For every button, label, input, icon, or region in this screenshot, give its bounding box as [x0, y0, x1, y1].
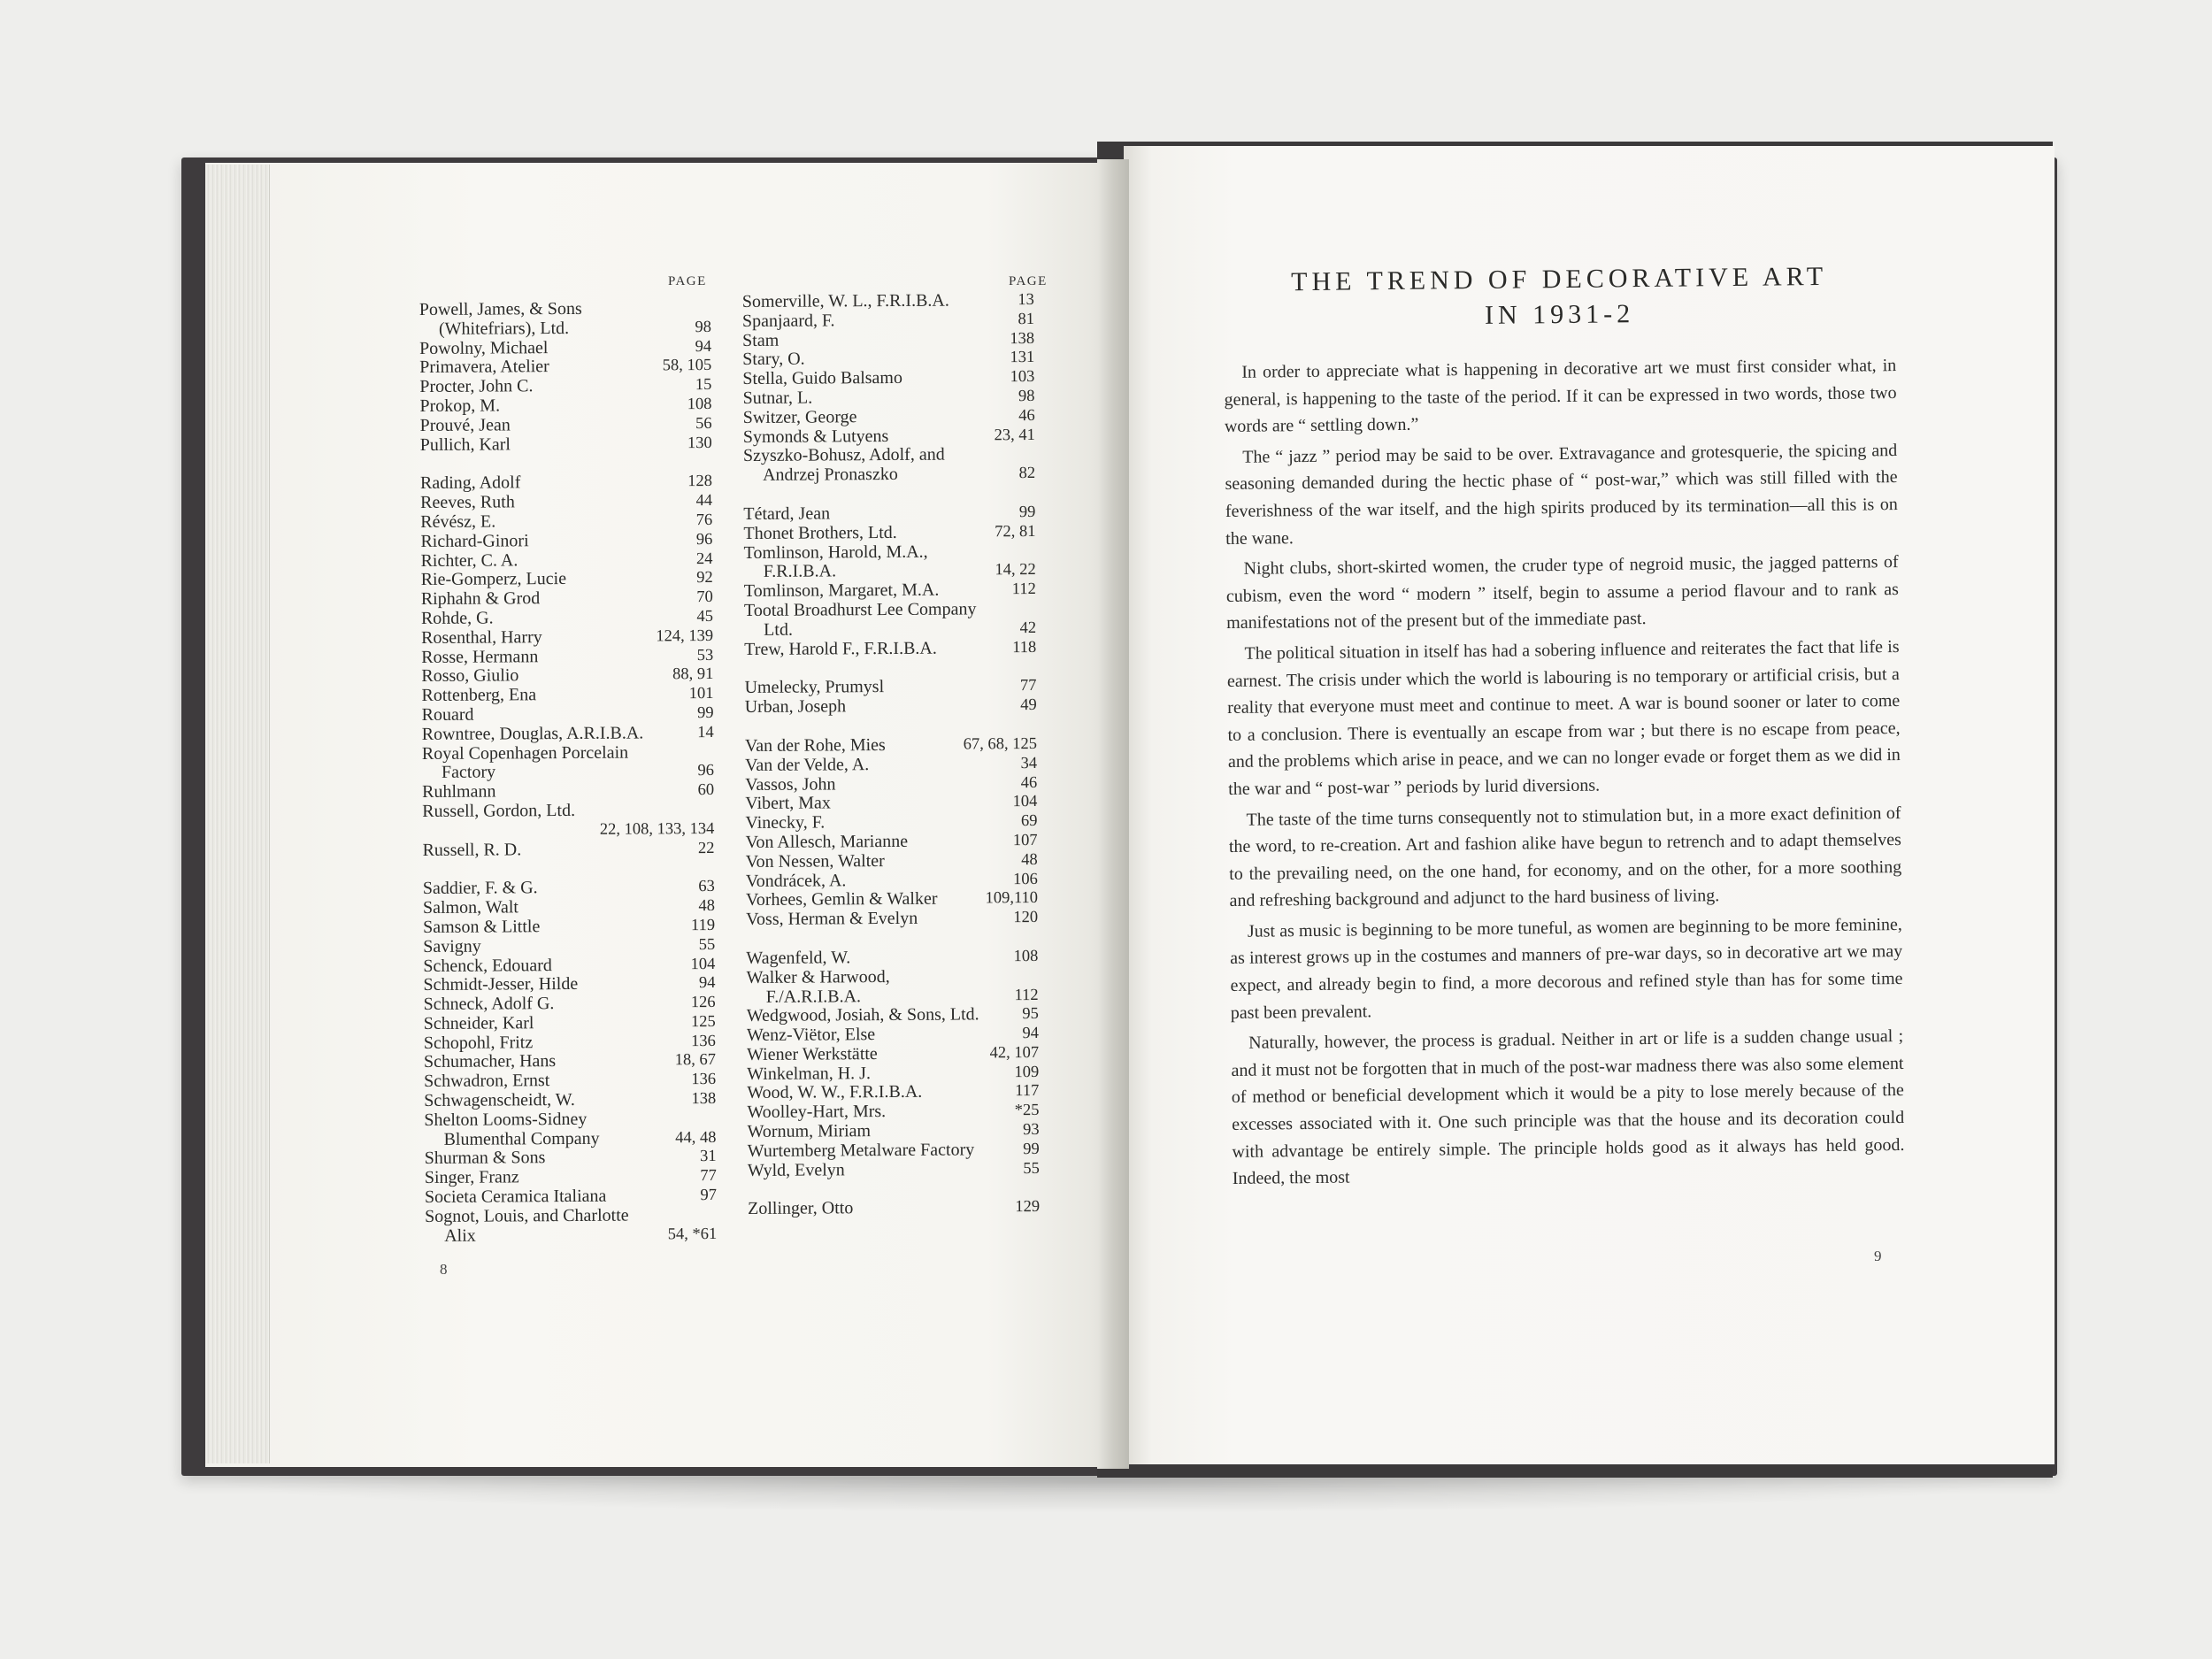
index-entry-name: Royal Copenhagen Porcelain — [421, 742, 629, 764]
index-entry-page: 63 — [698, 878, 715, 896]
index-entry — [742, 330, 1034, 351]
index-entry — [421, 569, 713, 590]
index-entry-name: Wiener Werkstätte — [746, 1043, 878, 1064]
index-entry — [423, 917, 715, 938]
index-entry — [747, 1102, 1039, 1123]
index-entry — [425, 1167, 717, 1188]
index-entry-page: 107 — [1012, 831, 1038, 850]
index-entry-page: 104 — [1012, 793, 1038, 811]
index-entry — [746, 871, 1038, 892]
index-entry-page: 112 — [1014, 986, 1039, 1004]
index-gap — [743, 484, 1035, 505]
article-body — [1224, 352, 1905, 1193]
index-entry — [744, 619, 1036, 641]
index-entry — [419, 396, 711, 417]
index-entry-page: 14, 22 — [995, 561, 1036, 580]
index-gap — [745, 716, 1037, 737]
index-entry — [421, 588, 713, 610]
index-entry — [748, 1160, 1040, 1181]
index-entry-name: Andrzej Pronaszko — [762, 465, 898, 486]
index-entry-name: Procter, John C. — [419, 376, 534, 397]
index-entry-page: 42 — [1019, 618, 1037, 637]
index-entry-name: Schneider, Karl — [423, 1013, 534, 1033]
index-entry-name: Wornum, Miriam — [747, 1121, 872, 1142]
index-entry-page: 77 — [700, 1167, 717, 1186]
index-entry — [419, 299, 711, 320]
index-entry — [746, 948, 1038, 969]
index-entry-page: 34 — [1020, 754, 1038, 772]
index-entry-page: 82 — [1018, 465, 1036, 483]
book-gutter — [1097, 159, 1129, 1469]
index-entry — [419, 357, 711, 378]
index-entry-page: 94 — [698, 974, 716, 993]
index-entry-name: Spanjaard, F. — [741, 311, 835, 331]
index-gap — [744, 657, 1036, 679]
index-entry-page: 31 — [700, 1148, 717, 1166]
index-entry-name: Sutnar, L. — [742, 388, 813, 408]
index-entry-page: 126 — [690, 994, 716, 1012]
index-entry — [424, 1090, 716, 1111]
index-entry-name: Salmon, Walt — [422, 897, 519, 918]
index-entry-name: Tétard, Jean — [743, 503, 831, 524]
index-entry — [746, 967, 1038, 988]
index-entry-name: Powell, James, & Sons — [419, 298, 582, 320]
index-entry-name: Pullich, Karl — [419, 434, 511, 455]
index-entry — [743, 465, 1035, 486]
index-gap — [748, 1179, 1040, 1200]
index-entry — [422, 743, 714, 764]
index-entry — [742, 311, 1034, 332]
index-entry-name: Stary, O. — [742, 349, 805, 370]
index-entry — [748, 1141, 1040, 1162]
index-entry-page: 96 — [695, 530, 713, 549]
index-entry-page: 94 — [695, 337, 712, 356]
index-entry-name: Schopohl, Fritz — [423, 1032, 534, 1053]
index-entry — [421, 627, 713, 649]
index-entry-name: Van der Velde, A. — [744, 754, 870, 775]
index-entry — [422, 704, 714, 726]
index-entry — [744, 600, 1036, 621]
index-entry-name: Societa Ceramica Italiana — [424, 1186, 607, 1208]
index-entry-page: 13 — [1018, 291, 1034, 310]
index-entry — [420, 434, 712, 456]
index-entry — [423, 974, 715, 995]
index-entry-name: Schenck, Edouard — [423, 955, 552, 976]
index-entry-name: Rouard — [421, 704, 474, 725]
index-entry-name: Blumenthal Company — [443, 1128, 600, 1149]
index-entry — [422, 724, 714, 745]
index-entry-page: 99 — [1018, 503, 1036, 522]
index-entry-name: Saddier, F. & G. — [422, 878, 538, 899]
index-entry-page: 58, 105 — [662, 357, 712, 375]
index-entry-page: 55 — [698, 935, 716, 954]
index-entry — [424, 1071, 716, 1092]
index-entry-name: Rie-Gomperz, Lucie — [420, 569, 567, 590]
index-entry — [423, 936, 715, 957]
index-entry-name: Wyld, Evelyn — [747, 1160, 845, 1180]
index-entry-name: Alix — [444, 1225, 476, 1246]
index-entry-page: 88, 91 — [672, 665, 714, 684]
index-entry-name: Prokop, M. — [419, 396, 501, 416]
index-gap — [420, 453, 712, 474]
index-entry — [746, 851, 1038, 872]
index-entry-name: Von Allesch, Marianne — [745, 831, 909, 852]
index-column-1 — [419, 299, 718, 1246]
index-entry — [745, 812, 1037, 833]
article — [1223, 258, 1905, 1196]
index-entry-name: Singer, Franz — [424, 1167, 519, 1188]
index-entry-page: 69 — [1020, 812, 1038, 831]
index-entry-page: 55 — [1023, 1159, 1040, 1178]
index-entry-page: 46 — [1020, 773, 1038, 792]
index-entry — [742, 349, 1034, 370]
index-entry-page: 24 — [695, 549, 713, 568]
index-entry — [747, 986, 1039, 1007]
index-entry — [424, 1110, 716, 1131]
index-entry-name: Révész, E. — [420, 511, 496, 532]
index-entry-page: 60 — [697, 781, 715, 800]
index-entry-page: 106 — [1013, 870, 1038, 888]
left-page-number: 8 — [440, 1261, 448, 1278]
index-entry — [744, 561, 1036, 582]
page-edges — [205, 165, 270, 1463]
index-entry-name: F.R.I.B.A. — [763, 561, 837, 582]
index-entry-name: Schneck, Adolf G. — [423, 994, 555, 1015]
index-entry-page: *25 — [1014, 1102, 1040, 1120]
index-entry-name: Shurman & Sons — [424, 1148, 546, 1169]
index-entry-name: Russell, Gordon, Ltd. — [422, 800, 576, 821]
article-title — [1223, 258, 1896, 336]
index-entry — [742, 368, 1034, 389]
index-entry — [425, 1206, 717, 1227]
index-entry-name: Rading, Adolf — [419, 472, 521, 494]
index-entry — [421, 608, 713, 629]
index-entry — [745, 793, 1037, 814]
index-entry-name: F./A.R.I.B.A. — [765, 986, 862, 1007]
index-gap — [423, 858, 715, 879]
index-entry — [422, 820, 714, 841]
index-entry — [422, 762, 714, 783]
index-entry-name: Stella, Guido Balsamo — [742, 368, 903, 389]
index-entry-page: 109 — [1014, 1063, 1040, 1081]
index-entry — [420, 531, 712, 552]
index-entry-name: Tomlinson, Margaret, M.A. — [743, 580, 940, 602]
index-entry — [424, 994, 716, 1015]
index-entry-name: Wagenfeld, W. — [746, 948, 851, 968]
index-entry-page: 76 — [695, 511, 713, 530]
index-entry — [420, 415, 712, 436]
index-entry — [746, 889, 1038, 910]
index-entry — [744, 542, 1036, 564]
index-entry-page: 54, *61 — [667, 1225, 718, 1243]
index-entry-page: 70 — [696, 588, 713, 607]
article-paragraph: The “ jazz ” period may be said to be over. Extravagance and grotesquerie, the spicing and seasoning demanded during the hectic phase of “ post-war,” which was still filled with the feverishness of the war itself, and the high spirits produced by its termination—all this is on the wane. — [1225, 440, 1898, 549]
index-entry-name: Umelecky, Prumysl — [744, 677, 885, 698]
index-entry-page: 136 — [691, 1032, 716, 1050]
index-entry — [424, 1051, 716, 1072]
index-entry-name: Symonds & Lutyens — [742, 426, 889, 447]
index-entry-name: Rosenthal, Harry — [420, 626, 542, 648]
index-entry-name: Prouvé, Jean — [419, 415, 511, 435]
index-entry-page: 104 — [690, 955, 716, 973]
index-entry-page: 15 — [695, 376, 712, 395]
index-entry-page: 119 — [690, 916, 716, 935]
article-paragraph: Naturally, however, the process is gradual. Neither in art or life is a sudden change usual ; and it must not be forgotten that in much of the post-war madness there was also some element of method or beneficial development which it would be a pity to lose merely because of the excesses associated with it. One such principle was that the house and its decoration could with advantage be entirely simple. The principle holds good as it always has held good. Indeed, the most — [1231, 1026, 1905, 1189]
index-entry — [743, 426, 1035, 448]
index-entry — [422, 840, 714, 861]
index-entry-name: Rowntree, Douglas, A.R.I.B.A. — [421, 723, 644, 744]
index-column-2 — [742, 291, 1040, 1219]
index-entry-name: Zollinger, Otto — [748, 1198, 854, 1219]
index-entry-page: 99 — [1023, 1140, 1040, 1158]
index-entry — [422, 781, 714, 803]
index-entry-name: Riphahn & Grod — [420, 588, 541, 610]
index-entry — [419, 319, 711, 340]
index-entry — [424, 1129, 716, 1150]
index-entry-page: 129 — [1015, 1198, 1041, 1217]
index-entry — [743, 523, 1035, 544]
index-entry-name: Shelton Looms-Sidney — [424, 1109, 588, 1130]
index-entry-page: 138 — [691, 1090, 717, 1109]
index-entry-name: Ruhlmann — [422, 781, 496, 803]
index-entry — [743, 407, 1035, 428]
article-title-line-1: THE TREND OF DECORATIVE ART — [1291, 261, 1828, 297]
right-page-number: 9 — [1874, 1248, 1882, 1264]
index-entry-name: Powolny, Michael — [419, 337, 549, 358]
index-entry-page: 125 — [690, 1012, 716, 1032]
article-paragraph: In order to appreciate what is happening in decorative art we must first consider what, in general, is happening to the taste of the period. If it can be expressed in two words, those two words are “ settling down.” — [1224, 356, 1897, 437]
article-paragraph: Night clubs, short-skirted women, the cruder type of negroid music, the jagged patterns of cubism, even the word “ modern ” itself, begin to assume a period flavour and to rank as manifestations not of the present but of the immediate past. — [1225, 552, 1899, 634]
index-entry-name: Factory — [441, 762, 496, 783]
index-entry — [421, 685, 713, 706]
index-entry — [747, 1044, 1039, 1065]
index-entry-name: Van der Rohe, Mies — [744, 734, 886, 756]
index-entry — [744, 580, 1036, 602]
index-entry-page: 96 — [697, 762, 715, 780]
index-entry-page: 67, 68, 125 — [963, 734, 1037, 754]
index-entry-page: 14 — [697, 723, 714, 741]
index-entry-page: 95 — [1022, 1005, 1039, 1024]
index-entry-name: Rottenberg, Ena — [421, 685, 537, 706]
article-title-line-2: IN 1931-2 — [1484, 299, 1635, 330]
index-entry-page: 56 — [695, 414, 712, 433]
index-entry-name: (Whitefriars), Ltd. — [438, 318, 570, 339]
index-entry — [746, 909, 1038, 930]
column-header-page-2: PAGE — [1009, 274, 1048, 288]
index-entry — [420, 550, 712, 572]
index-entry-name: Schwadron, Ernst — [424, 1071, 550, 1092]
index-entry-name: Rosso, Giulio — [421, 665, 519, 687]
index-entry — [421, 647, 713, 668]
index-entry-name: Schmidt-Jesser, Hilde — [423, 974, 579, 995]
index-entry — [423, 878, 715, 899]
index-entry-page: 48 — [698, 897, 715, 916]
index-entry-page: 93 — [1023, 1121, 1040, 1140]
index-entry-page: 48 — [1021, 850, 1038, 869]
index-entry-page: 108 — [687, 395, 712, 414]
index-entry — [423, 955, 715, 976]
index-entry-name: Urban, Joseph — [744, 696, 847, 718]
index-entry-page: 45 — [696, 607, 713, 626]
index-entry-name: Walker & Harwood, — [746, 966, 890, 987]
index-entry — [420, 511, 712, 533]
index-entry — [424, 1033, 716, 1054]
index-entry — [748, 1121, 1040, 1142]
index-entry-page: 130 — [687, 434, 712, 452]
index-entry — [420, 492, 712, 513]
index-entry-page: 94 — [1022, 1025, 1039, 1043]
index-entry-page: 46 — [1018, 406, 1035, 425]
article-paragraph: The taste of the time turns consequently not to stimulation but, in a more exact definition of the word, to re-creation. Art and fashion alike have begun to retrench and to adapt themselves to the prevailing need, on the one hand, for economy, and on the other, for a more soothing and refreshing background and adjunct to the hard business of living. — [1228, 803, 1902, 911]
index-entry-name: Rosse, Hermann — [421, 646, 539, 667]
article-paragraph: The political situation in itself has had a sobering influence and reiterates the fact that life is earnest. The crisis under which the world is labouring is no temporary or artificial crisis, but a reality that everyone must meet and continue to meet. A war is bound sooner or later to come to a conclusion. There is eventually an escape from war ; but there is no escape from peace, and the problems which arise in peace, and we can no longer evade or forget them as we did in the war and “ post-war ” periods by lurid diversions. — [1226, 636, 1901, 799]
index-entry-name: Reeves, Ruth — [420, 492, 515, 513]
index-entry-name: Schumacher, Hans — [423, 1051, 557, 1072]
index-entry-page: 97 — [700, 1187, 717, 1205]
index-entry-page: 136 — [691, 1071, 717, 1089]
index-entry-page: 108 — [1013, 947, 1039, 966]
index-entry — [747, 1025, 1039, 1046]
index-entry-name: Primavera, Atelier — [419, 357, 549, 378]
index-entry-name: Samson & Little — [422, 917, 541, 937]
index-entry-page: 44 — [695, 492, 713, 511]
index-entry-name: Vinecky, F. — [745, 812, 826, 833]
index-entry-page: 49 — [1020, 696, 1037, 715]
index-entry — [745, 774, 1037, 795]
index-entry — [420, 472, 712, 494]
index-entry-page: 101 — [688, 685, 714, 703]
index-entry — [744, 639, 1036, 660]
index-entry — [745, 755, 1037, 776]
index-entry — [742, 291, 1034, 312]
index-entry-name: Vondrácek, A. — [745, 870, 847, 891]
index-entry-page: 124, 139 — [656, 626, 714, 646]
index-entry — [743, 445, 1035, 466]
index-entry-name: Tomlinson, Harold, M.A., — [743, 541, 928, 563]
index-entry-name: Ltd. — [764, 619, 793, 640]
index-entry-name: Russell, R. D. — [422, 839, 522, 860]
index-entry-name: Vibert, Max — [745, 793, 831, 814]
index-entry-page: 42, 107 — [989, 1043, 1040, 1063]
column-header-page: PAGE — [668, 274, 707, 288]
index-entry-page: 120 — [1013, 909, 1039, 927]
index-entry-name: Rohde, G. — [420, 608, 494, 628]
index-entry-name: Trew, Harold F., F.R.I.B.A. — [744, 638, 937, 659]
index-entry-page: 81 — [1018, 310, 1035, 328]
index-entry — [422, 801, 714, 822]
index-entry-page: 18, 67 — [674, 1051, 717, 1070]
index-entry-page: 98 — [1018, 387, 1035, 406]
index-entry — [745, 696, 1037, 718]
index-entry-name: Wedgwood, Josiah, & Sons, Ltd. — [746, 1004, 979, 1026]
index-entry-name: Sognot, Louis, and Charlotte — [424, 1205, 629, 1226]
index-entry-name: Savigny — [423, 936, 481, 956]
index-entry-page: 22 — [697, 839, 715, 857]
index-entry — [748, 1198, 1040, 1219]
index-entry-page: 103 — [1010, 368, 1035, 387]
index-entry-name: Schwagenscheidt, W. — [424, 1090, 575, 1111]
index-gap — [746, 928, 1038, 949]
index-entry — [419, 338, 711, 359]
index-entry-page: 138 — [1010, 329, 1035, 348]
index-entry — [421, 665, 713, 687]
index-entry-name: Stam — [742, 330, 780, 350]
index-entry-name: Winkelman, H. J. — [747, 1063, 871, 1084]
index-entry-page: 22, 108, 133, 134 — [599, 819, 715, 839]
index-entry-name: Vassos, John — [745, 773, 836, 795]
index-entry — [747, 1082, 1039, 1103]
index-entry-name: Thonet Brothers, Ltd. — [743, 522, 897, 543]
index-entry-name: Wood, W. W., F.R.I.B.A. — [747, 1082, 923, 1103]
index-entry — [425, 1187, 717, 1208]
index-entry — [743, 503, 1035, 525]
index-entry-name: Tootal Broadhurst Lee Company — [743, 599, 977, 620]
index-entry-name: Somerville, W. L., F.R.I.B.A. — [741, 290, 949, 312]
index-entry-page: 117 — [1015, 1082, 1040, 1101]
index-entry-name: Richard-Ginori — [420, 531, 529, 551]
index-entry-page: 109,110 — [985, 889, 1039, 908]
index-entry-name: Wenz-Viëtor, Else — [746, 1025, 876, 1046]
index-entry — [746, 832, 1038, 853]
index-entry-page: 23, 41 — [994, 426, 1035, 444]
index-entry-name: Voss, Herman & Evelyn — [746, 908, 918, 930]
index-entry — [742, 388, 1034, 409]
index-entry-page: 131 — [1010, 349, 1035, 367]
index-entry-page: 72, 81 — [995, 522, 1036, 541]
index-entry — [425, 1225, 717, 1247]
index-entry — [424, 1013, 716, 1034]
index-entry-page: 92 — [696, 569, 713, 588]
index-entry-page: 98 — [695, 318, 711, 336]
index-entry — [425, 1148, 717, 1169]
index-entry-name: Von Nessen, Walter — [745, 850, 885, 872]
index-entry-page: 112 — [1011, 580, 1036, 599]
index-entry-page: 118 — [1012, 638, 1037, 657]
index-entry-name: Szyszko-Bohusz, Adolf, and — [742, 444, 945, 466]
index-entry — [419, 376, 711, 397]
index-entry — [745, 735, 1037, 757]
index-entry-page: 128 — [687, 472, 713, 491]
index-entry-name: Wurtemberg Metalware Factory — [747, 1140, 975, 1161]
index-entry-name: Switzer, George — [742, 407, 857, 427]
index-entry — [747, 1064, 1039, 1085]
index-entry-page: 44, 48 — [675, 1128, 717, 1147]
index-entry — [423, 897, 715, 918]
index-entry-page: 53 — [696, 646, 714, 664]
index-entry-name: Richter, C. A. — [420, 549, 518, 571]
index-entry-page: 77 — [1019, 677, 1037, 695]
article-paragraph: Just as music is beginning to be more tuneful, as women are beginning to be more feminine, as interest grows up in the costumes and manners of pre-war days, so in decorative art we may expect, and already begin to find, a more decorous and refined style than has for some time past been prevalent. — [1230, 914, 1903, 1023]
index-entry — [744, 677, 1036, 698]
index-entry-name: Vorhees, Gemlin & Walker — [745, 888, 938, 910]
index-entry — [747, 1005, 1039, 1026]
index-entry-name: Woolley-Hart, Mrs. — [747, 1102, 887, 1123]
index-entry-page: 99 — [697, 703, 714, 723]
